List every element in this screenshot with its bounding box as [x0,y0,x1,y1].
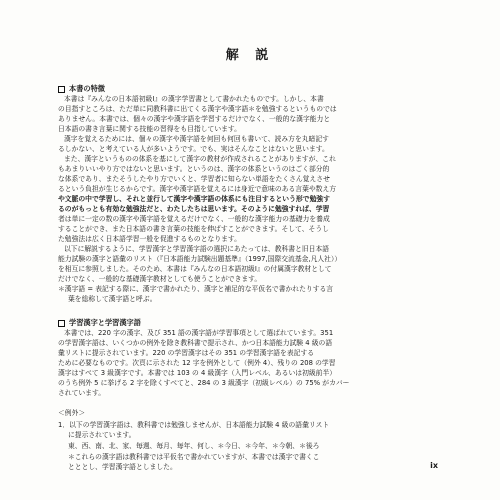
page-number: ix [430,461,438,470]
square-bullet-icon [58,86,65,93]
section-heading-label: 本書の特徴 [69,84,105,93]
text-line: ありません。本書では、個々の漢字や漢字語を学習するだけでなく、一般的な漢字能力と [58,115,331,123]
exceptions-heading: ＜例外＞ [58,409,86,417]
text-line: るという負担が生じるからです。漢字や漢字語を覚えるには身近で意味のある言葉や数え方 [58,185,337,193]
section-heading-label: 学習漢字と学習漢字語 [69,318,141,327]
section-heading-features [58,84,105,94]
text-line: だけでなく、一般的な基礎漢字教材としても使うことができます。 [58,275,262,283]
exception-note: ＊これらの漢字語は教科書では平仮名で書かれていますが、本書では漢字で書くこ [68,453,320,461]
text-line: また、漢字というものの体系を基にして漢字の教材が作成されることがありますが、これ [64,155,336,163]
text-line: 日本語の書き言葉に関する技能の習得をも目指しています。 [58,125,241,133]
exception-item: 1．以下の学習漢字語は、教科書では勉強しませんが、日本語能力試験 4 級の語彙リスト [58,421,330,429]
text-line: 本書では、220 字の漢字、及び 351 語の漢字語が学習事項として選ばれています。351 [64,329,334,337]
text-line: を相互に参照しました。そのため、本書は『みんなの日本語初級Ⅰ』の付属漢字教材として [58,265,332,273]
text-line: 能力試験の漢字と語彙のリスト（『日本語能力試験出題基準』（1997,国際交流基金,凡人社）） [58,255,342,263]
text-line: 彙リストに提示されています。220 の学習漢字はその 351 の学習漢字語を表記する [58,349,315,357]
text-line: 漢字はすべて 3 級漢字です。本書では 103 の 4 級漢字（入門レベル、あるいは初級前半） [58,369,337,377]
text-line: のうち例外 5 に挙げる 2 字を除くすべてと、284 の 3 級漢字（初級レベル）の 75% がカバー [58,379,350,387]
text-line: もあまりいいやり方ではないと思います。というのは、漢字の体系というのはごく部分的 [58,165,330,173]
exception-note: とととし、学習漢字語としました。 [68,463,177,471]
text-line-bold: や文脈の中で学習し、それと並行して漢字や漢字語の体系にも注目するという形で勉強す [58,195,330,203]
text-line: 者は単に一定の数の漢字や漢字語を覚えるだけでなく、一般的な漢字能力の基礎力を養成 [58,215,330,223]
text-line: の目指すところは、ただ単に同教科書に出てくる漢字や漢字語＊を勉強するというものでは [58,105,337,113]
text-line: 本書は『みんなの日本語初級Ⅰ』の漢字学習書として書かれたものです。しかし、本書 [64,95,324,103]
text-line: 以下に解説するように、学習漢字と学習漢字語の選択にあたっては、教科書と旧日本語 [64,245,330,253]
text-line: た勉強法は広く日本語学習一般を促進するものとなります。 [58,235,241,243]
exception-word-list: 東、西、南、北、家、毎週、毎月、毎年、何し、＊今日、＊今年、＊今朝、＊後ろ [68,442,320,450]
text-line: の学習漢字語は、いくつかの例外を除き教科書で提示され、かつ日本語能力試験 4 級の語 [58,339,333,347]
text-line: 漢字を覚えるためには、個々の漢字や漢字語を何回も何回も書いて、読み方を丸暗記す [64,135,329,143]
footnote-line: 葉を総称して漢字語と呼ぶ。 [68,295,157,303]
section-heading-learning-kanji [58,318,141,328]
text-line: ために必要なものです。次頁に示された 12 字を例外として（例外 4）、残りの 208 の学習 [58,359,336,367]
text-line: な体系であり、またそうしたやり方でいくと、学習者に知らない単語をたくさん覚えさせ [58,175,330,183]
square-bullet-icon [58,320,65,327]
page-title: 解 説 [225,48,275,63]
text-line: るしかない、と考えている人が多いようです。でも、実はそんなことはないと思います。 [58,145,329,153]
footnote-line: ＊漢字語 = 表記する際に、漢字で書かれたり、漢字と補足的な平仮名で書かれたりする言 [58,285,334,293]
text-line: することができ、また日本語の書き言葉の技能を伸ばすことができます。そして、そうし [58,225,329,233]
text-line: されています。 [58,389,106,397]
text-line-bold: るのがもっとも有効な勉強法だと、わたしたちは思います。そのように勉強すれば、学習 [58,205,330,213]
exception-item: に提示されています。 [68,431,136,439]
